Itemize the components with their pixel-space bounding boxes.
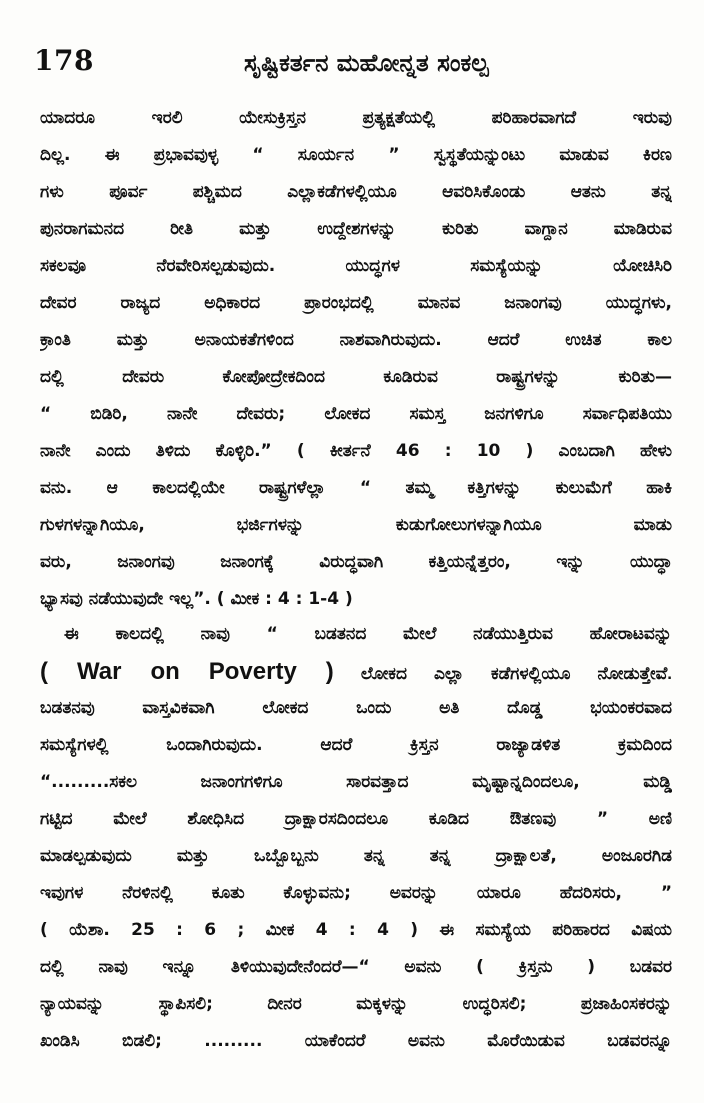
text-line: ನ್ಯಾಯವನ್ನು ಸ್ಥಾಪಿಸಲಿ; ದೀನರ ಮಕ್ಕಳನ್ನು ಉದ್ಧರಿಸಲಿ; ಪ್ರಜಾಹಿಂಸಕರನ್ನು [40,994,672,1014]
text-line: ಭ್ಯಾಸವು ನಡೆಯುವುದೇ ಇಲ್ಲ”. ( ಮೀಕ : 4 : 1-4 ) [40,589,353,609]
text-line: ಗಟ್ಟಿದ ಮೇಲೆ ಶೋಧಿಸಿದ ದ್ರಾಕ್ಷಾರಸದಿಂದಲೂ ಕೂಡಿದ ಔತಣವು ” ಅಣಿ [40,809,672,829]
text-line: ಈ ಕಾಲದಲ್ಲಿ ನಾವು “ ಬಡತನದ ಮೇಲೆ ನಡೆಯುತ್ತಿರುವ ಹೋರಾಟವನ್ನು [64,624,672,644]
page-header [34,40,674,90]
text-line: ದಲ್ಲಿ ನಾವು ಇನ್ನೂ ತಿಳಿಯುವುದೇನೆಂದರೆ—“ ಅವನು ( ಕ್ರಿಸ್ತನು ) ಬಡವರ [40,957,672,977]
text-line: ವರು, ಜನಾಂಗವು ಜನಾಂಗಕ್ಕೆ ವಿರುದ್ಧವಾಗಿ ಕತ್ತಿಯನ್ನೆತ್ತರಂ, ಇನ್ನು ಯುದ್ಧಾ [40,552,672,572]
text-line: ದೇವರ ರಾಜ್ಯದ ಅಧಿಕಾರದ ಪ್ರಾರಂಭದಲ್ಲಿ ಮಾನವ ಜನಾಂಗವು ಯುದ್ಧಗಳು, [40,293,672,313]
text-line: ದಲ್ಲಿ ದೇವರು ಕೋಪೋದ್ರೇಕದಿಂದ ಕೂಡಿರುವ ರಾಷ್ಟ್ರಗಳನ್ನು ಕುರಿತು— [40,367,672,387]
paragraph-1 [40,100,672,618]
text-line: ಖಂಡಿಸಿ ಬಿಡಲಿ; ......... ಯಾಕೆಂದರೆ ಅವನು ಮೊರೆಯಿಡುವ ಬಡವರನ್ನೂ [40,1031,672,1051]
text-line: ಸಕಲವೂ ನೆರವೇರಿಸಲ್ಪಡುವುದು. ಯುದ್ಧಗಳ ಸಮಸ್ಯೆಯನ್ನು ಯೋಚಿಸಿರಿ [40,256,672,276]
text-line: ನಾನೇ ಎಂದು ತಿಳಿದು ಕೊಳ್ಳಿರಿ.” ( ಕೀರ್ತನೆ 46 : 10 ) ಎಂಬದಾಗಿ ಹೇಳು [40,441,672,461]
text-line: ( ಯೆಶಾ. 25 : 6 ; ಮೀಕ 4 : 4 ) ಈ ಸಮಸ್ಯೆಯ ಪರಿಹಾರದ ವಿಷಯ [40,920,672,940]
text-line: ವನು. ಆ ಕಾಲದಲ್ಲಿಯೇ ರಾಷ್ಟ್ರಗಳೆಲ್ಲಾ “ ತಮ್ಮ ಕತ್ತಿಗಳನ್ನು ಕುಲುಮೆಗೆ ಹಾಕಿ [40,478,672,498]
page-number: 178 [34,44,94,77]
running-title: ಸೃಷ್ಟಿಕರ್ತನ ಮಹೋನ್ನತ ಸಂಕಲ್ಪ [244,49,489,77]
war-on-poverty-phrase: ( War on Poverty ) [40,658,334,685]
text-line-war-on-poverty: ( War on Poverty ) ಲೋಕದ ಎಲ್ಲಾ ಕಡೆಗಳಲ್ಲಿಯೂ ನೋಡುತ್ತೇವೆ. [40,658,672,685]
text-line: ಯಾದರೂ ಇರಲಿ ಯೇಸುಕ್ರಿಸ್ತನ ಪ್ರತ್ಯಕ್ಷತೆಯಲ್ಲಿ ಪರಿಹಾರವಾಗದೆ ಇರುವು [40,108,672,128]
text-line: ಗಳು ಪೂರ್ವ ಪಶ್ಚಿಮದ ಎಲ್ಲಾಕಡೆಗಳಲ್ಲಿಯೂ ಆವರಿಸಿಕೊಂಡು ಆತನು ತನ್ನ [40,182,672,202]
text-line: ಸಮಸ್ಯೆಗಳಲ್ಲಿ ಒಂದಾಗಿರುವುದು. ಆದರೆ ಕ್ರಿಸ್ತನ ರಾಜ್ಯಾಡಳಿತ ಕ್ರಮದಿಂದ [40,735,672,755]
text-line: ಕ್ರಾಂತಿ ಮತ್ತು ಅನಾಯಕತೆಗಳಿಂದ ನಾಶವಾಗಿರುವುದು. ಆದರೆ ಉಚಿತ ಕಾಲ [40,330,672,350]
text-line: ಗುಳಗಳನ್ನಾಗಿಯೂ, ಭರ್ಜಿಗಳನ್ನು ಕುಡುಗೋಲುಗಳನ್ನಾಗಿಯೂ ಮಾಡು [40,515,672,535]
text-line: “.........ಸಕಲ ಜನಾಂಗಗಳಿಗೂ ಸಾರವತ್ತಾದ ಮೃಷ್ಟಾನ್ನದಿಂದಲೂ, ಮಡ್ಡಿ [40,772,672,792]
text-line: ಪುನರಾಗಮನದ ರೀತಿ ಮತ್ತು ಉದ್ದೇಶಗಳನ್ನು ಕುರಿತು ವಾಗ್ದಾನ ಮಾಡಿರುವ [40,219,672,239]
text-line: ದಿಲ್ಲ. ಈ ಪ್ರಭಾವವುಳ್ಳ “ ಸೂರ್ಯನ ” ಸ್ವಸ್ಥತೆಯನ್ನುಂಟು ಮಾಡುವ ಕಿರಣ [40,145,672,165]
text-line: ಮಾಡಲ್ಪಡುವುದು ಮತ್ತು ಒಬ್ಬೊಬ್ಬನು ತನ್ನ ತನ್ನ ದ್ರಾಕ್ಷಾಲತೆ, ಅಂಜೂರಗಿಡ [40,846,672,866]
text-line: ಇವುಗಳ ನೆರಳಿನಲ್ಲಿ ಕೂತು ಕೊಳ್ಳುವನು; ಅವರನ್ನು ಯಾರೂ ಹೆದರಿಸರು, ” [40,883,672,903]
paragraph-2 [40,616,672,1060]
text-line: ಬಡತನವು ವಾಸ್ತವಿಕವಾಗಿ ಲೋಕದ ಒಂದು ಅತಿ ದೊಡ್ಡ ಭಯಂಕರವಾದ [40,698,672,718]
text-line: “ ಬಿಡಿರಿ, ನಾನೇ ದೇವರು; ಲೋಕದ ಸಮಸ್ತ ಜನಗಳಿಗೂ ಸರ್ವಾಧಿಪತಿಯು [40,404,672,424]
